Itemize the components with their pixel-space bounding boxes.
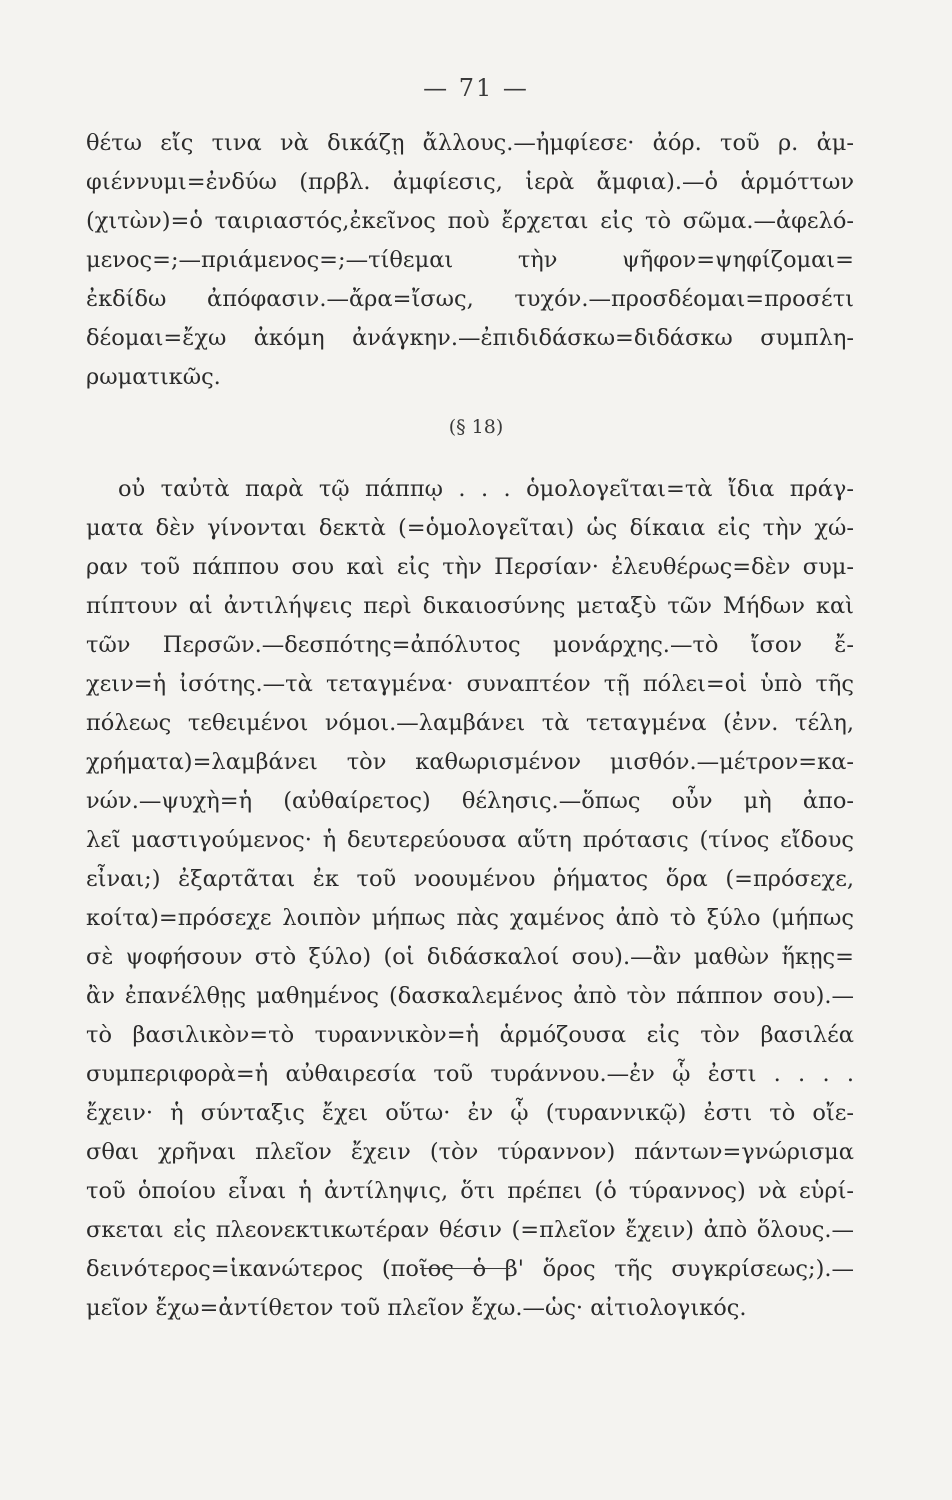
text-line: ρωματικῶς. (86, 364, 221, 390)
text-line: λεῖ μαστιγούμενος· ἡ δευτερεύουσα αὕτη πρότασις (τίνος εἴδους (86, 827, 854, 853)
text-line: θέτω εἴς τινα νὰ δικάζῃ ἄλλους.—ἠμφίεσε· ἀόρ. τοῦ ρ. ἀμ- (86, 130, 854, 156)
text-line: ἐκδίδω ἀπόφασιν.—ἄρα=ἴσως, τυχόν.—προσδέομαι=προσέτι (86, 286, 854, 312)
text-line: ἂν ἐπανέλθῃς μαθημένος (δασκαλεμένος ἀπὸ τὸν πάππον σου).— (86, 983, 854, 1009)
page-number: — 71 — (423, 74, 529, 102)
text-line: σὲ ψοφήσουν στὸ ξύλο) (οἱ διδάσκαλοί σου).—ἂν μαθὼν ἥκῃς= (86, 944, 854, 970)
text-line: ραν τοῦ πάππου σου καὶ εἰς τὴν Περσίαν· ἐλευθέρως=δὲν συμ- (86, 554, 854, 580)
text-line: (χιτὼν)=ὁ ταιριαστός,ἐκεῖνος ποὺ ἔρχεται εἰς τὸ σῶμα.—ἀφελό- (86, 208, 854, 234)
text-line: δεινότερος=ἱκανώτερος (ποῖος ὁ β' ὅρος τῆς συγκρίσεως;).— (86, 1256, 854, 1282)
text-line: πίπτουν αἱ ἀντιλήψεις περὶ δικαιοσύνης μεταξὺ τῶν Μήδων καὶ (86, 593, 854, 619)
text-line: κοίτα)=πρόσεχε λοιπὸν μήπως πὰς χαμένος ἀπὸ τὸ ξύλο (μήπως (86, 905, 854, 931)
text-line: ἔχειν· ἡ σύνταξις ἔχει οὕτω· ἐν ᾧ (τυραννικῷ) ἐστι τὸ οἴε- (86, 1100, 854, 1126)
text-line: χειν=ἡ ἰσότης.—τὰ τεταγμένα· συναπτέον τῇ πόλει=οἱ ὑπὸ τῆς (86, 671, 854, 697)
text-line: οὐ ταὐτὰ παρὰ τῷ πάππῳ . . . ὁμολογεῖται=τὰ ἴδια πράγ- (118, 476, 854, 502)
text-line: τὸ βασιλικὸν=τὸ τυραννικὸν=ἡ ἁρμόζουσα εἰς τὸν βασιλέα (86, 1022, 854, 1048)
text-line: σκεται εἰς πλεονεκτικωτέραν θέσιν (=πλεῖον ἔχειν) ἀπὸ ὅλους.— (86, 1217, 854, 1243)
end-rule (420, 1268, 510, 1269)
section-heading: (§ 18) (448, 416, 504, 438)
text-line: μεῖον ἔχω=ἀντίθετον τοῦ πλεῖον ἔχω.—ὡς· αἰτιολογικός. (86, 1295, 747, 1321)
text-line: πόλεως τεθειμένοι νόμοι.—λαμβάνει τὰ τεταγμένα (ἐνν. τέλη, (86, 710, 854, 736)
text-line: δέομαι=ἔχω ἀκόμη ἀνάγκην.—ἐπιδιδάσκω=διδάσκω συμπλη- (86, 325, 854, 351)
text-line: χρήματα)=λαμβάνει τὸν καθωρισμένον μισθόν.—μέτρον=κα- (86, 749, 854, 775)
text-line: μενος=;—πριάμενος=;—τίθεμαι τὴν ψῆφον=ψηφίζομαι= (86, 247, 854, 273)
text-line: ματα δὲν γίνονται δεκτὰ (=ὁμολογεῖται) ὡς δίκαια εἰς τὴν χώ- (86, 515, 854, 541)
glossary-paragraph-continued (86, 124, 854, 397)
glossary-paragraph-section-18 (86, 470, 854, 1328)
text-line: τῶν Περσῶν.—δεσπότης=ἀπόλυτος μονάρχης.—τὸ ἴσον ἔ- (86, 632, 854, 658)
text-line: φιέννυμι=ἐνδύω (πρβλ. ἀμφίεσις, ἱερὰ ἄμφια).—ὁ ἁρμόττων (86, 169, 854, 195)
text-line: συμπεριφορὰ=ἡ αὐθαιρεσία τοῦ τυράννου.—ἐν ᾧ ἐστι . . . . (86, 1061, 854, 1087)
text-line: εἶναι;) ἐξαρτᾶται ἐκ τοῦ νοουμένου ῥήματος ὅρα (=πρόσεχε, (86, 866, 854, 892)
text-line: νών.—ψυχὴ=ἡ (αὐθαίρετος) θέλησις.—ὅπως οὖν μὴ ἀπο- (86, 788, 854, 814)
text-line: σθαι χρῆναι πλεῖον ἔχειν (τὸν τύραννον) πάντων=γνώρισμα (86, 1139, 854, 1165)
text-line: τοῦ ὁποίου εἶναι ἡ ἀντίληψις, ὅτι πρέπει (ὁ τύραννος) νὰ εὑρί- (86, 1178, 854, 1204)
